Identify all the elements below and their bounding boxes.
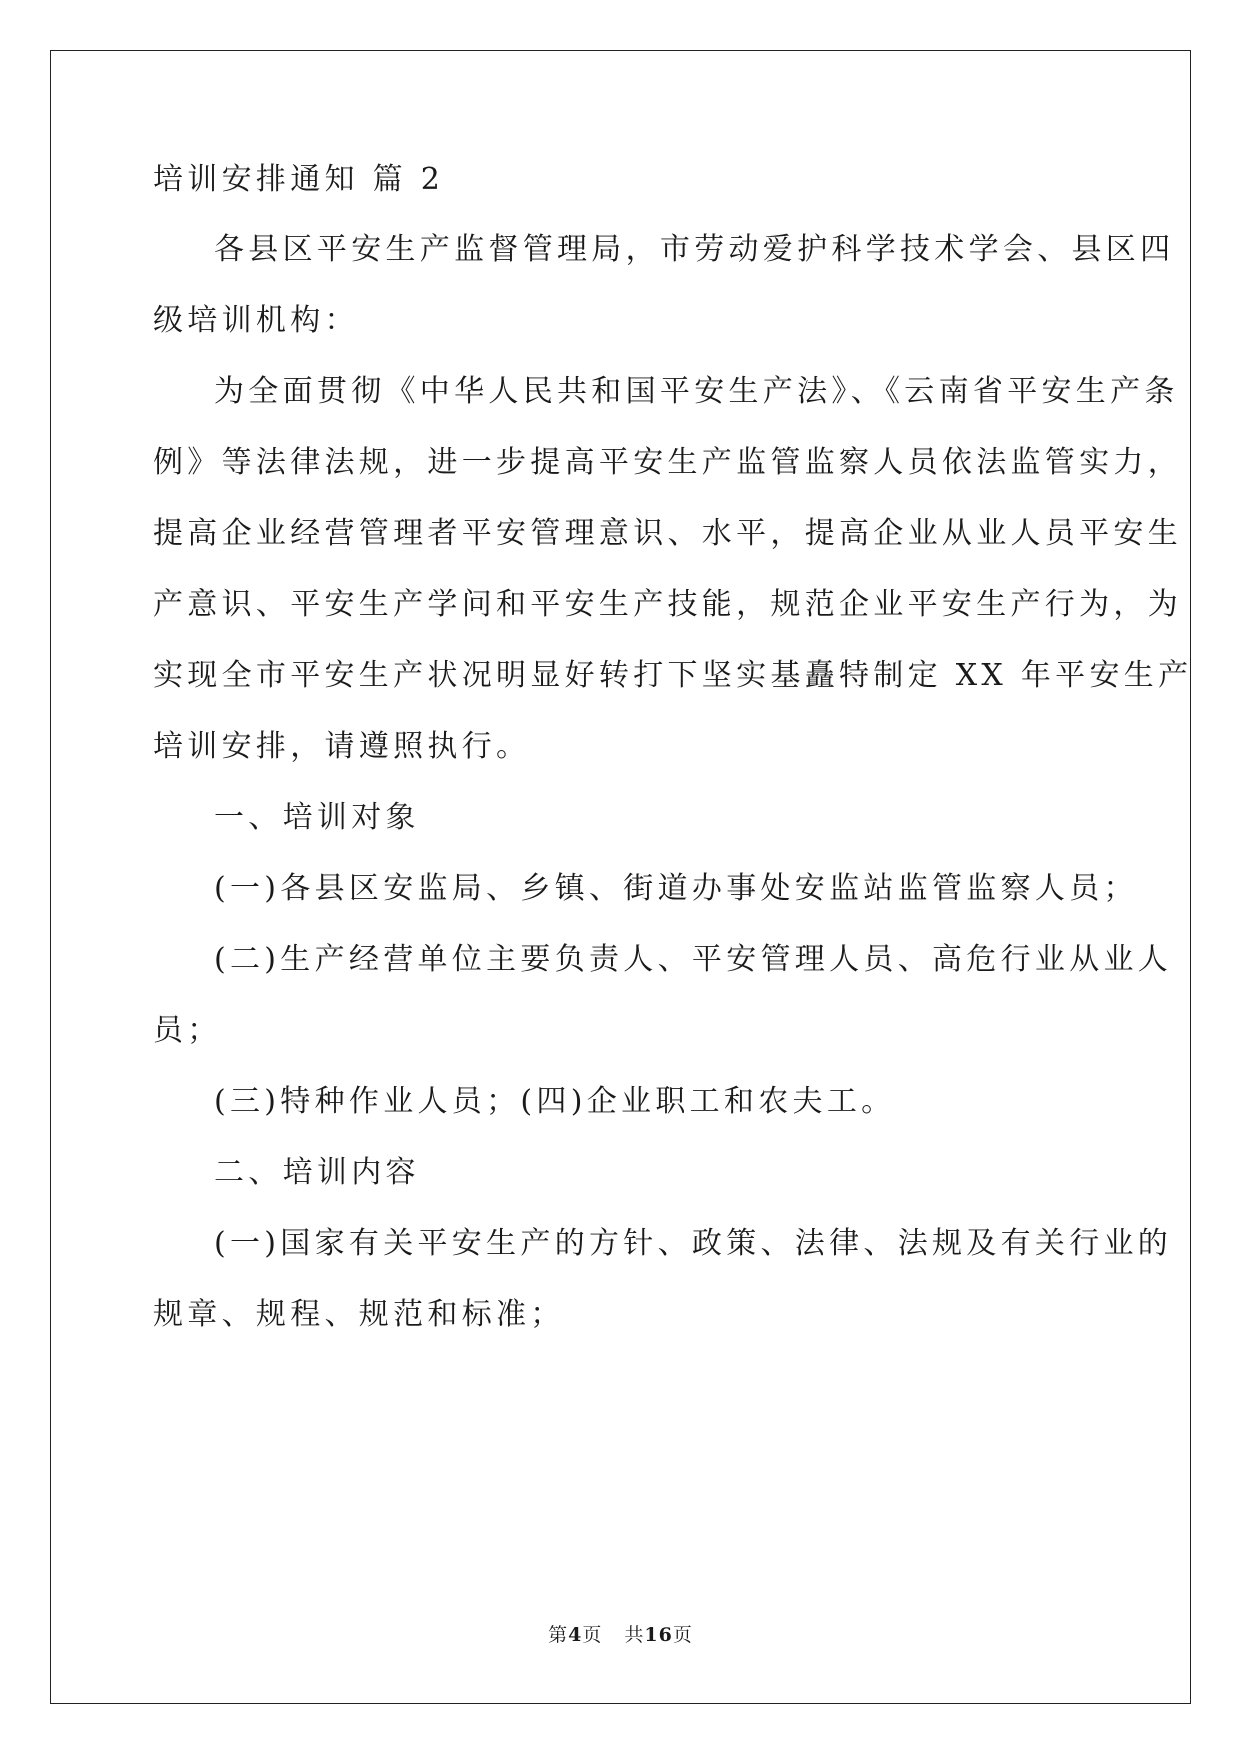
section-1-item-1: (一)各县区安监局、乡镇、街道办事处安监站监管监察人员； (214, 871, 1138, 906)
document-title: 培训安排通知 篇 2 (153, 162, 445, 197)
section-1-heading: 一、培训对象 (214, 800, 420, 835)
footer-total-pages: 16 (644, 1624, 673, 1646)
section-2-item-1-line-1: (一)国家有关平安生产的方针、政策、法律、法规及有关行业的 (214, 1226, 1173, 1261)
footer-page-unit: 页 (582, 1624, 603, 1646)
addressee-line-1: 各县区平安生产监督管理局，市劳动爱护科学技术学会、县区四 (214, 232, 1175, 267)
section-1-item-2-line-2: 员； (153, 1013, 222, 1048)
addressee-line-2: 级培训机构： (153, 303, 359, 338)
intro-line-6: 培训安排，请遵照执行。 (153, 729, 531, 764)
intro-line-2: 例》等法律法规，进一步提高平安生产监管监察人员依法监管实力， (153, 445, 1182, 480)
section-2-item-1-line-2: 规章、规程、规范和标准； (153, 1297, 565, 1332)
footer-prefix: 第 (548, 1624, 569, 1646)
section-2-heading: 二、培训内容 (214, 1155, 420, 1190)
footer-total-prefix: 共 (624, 1624, 645, 1646)
intro-line-5: 实现全市平安生产状况明显好转打下坚实基矗特制定 XX 年平安生产 (153, 658, 1193, 693)
intro-line-3: 提高企业经营管理者平安管理意识、水平，提高企业从业人员平安生 (153, 516, 1182, 551)
footer-total-unit: 页 (672, 1624, 693, 1646)
intro-line-4: 产意识、平安生产学问和平安生产技能，规范企业平安生产行为，为 (153, 587, 1182, 622)
page-footer (0, 1625, 1241, 1645)
section-1-item-3: (三)特种作业人员；(四)企业职工和农夫工。 (214, 1084, 896, 1119)
section-1-item-2-line-1: (二)生产经营单位主要负责人、平安管理人员、高危行业从业人 (214, 942, 1173, 977)
intro-line-1: 为全面贯彻《中华人民共和国平安生产法》、《云南省平安生产条 (214, 374, 1179, 409)
footer-page-number: 4 (568, 1624, 583, 1646)
